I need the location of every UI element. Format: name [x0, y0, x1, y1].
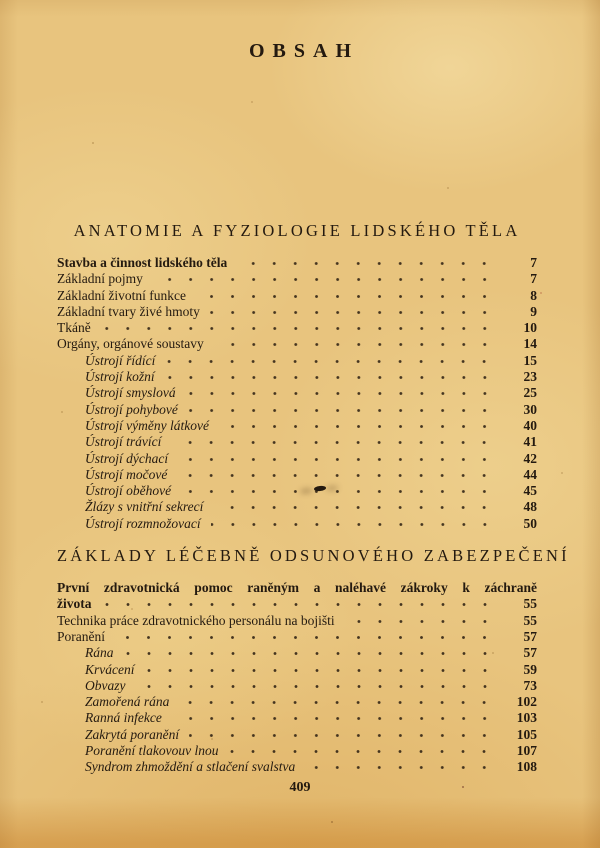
toc-entry: [57, 385, 537, 401]
dot-leader: [213, 506, 497, 511]
dot-leader: [210, 311, 497, 316]
dot-leader: [219, 425, 497, 430]
toc-entry-label: Poranění: [57, 628, 105, 644]
toc-entry: [57, 743, 537, 759]
toc-entry: [57, 499, 537, 515]
dot-leader: [305, 766, 497, 771]
toc-entry: [57, 710, 537, 726]
toc-entry-page: 14: [523, 336, 537, 352]
toc-entry-label: První zdravotnická pomoc raněným a naléhavé zákroky k záchraně: [57, 580, 537, 596]
toc-entry-page: 40: [523, 417, 537, 433]
toc-entry: [57, 255, 537, 271]
toc-entry: [57, 434, 537, 450]
toc-entry-label: Ústrojí trávící: [85, 434, 162, 450]
toc-entry: [57, 467, 537, 483]
dot-leader: [186, 392, 497, 397]
toc-entry-page: 7: [530, 271, 537, 287]
toc-entry: [57, 629, 537, 645]
toc-entry: [57, 304, 537, 320]
dot-leader: [178, 458, 497, 463]
toc-entry-page: 41: [523, 434, 537, 450]
dot-leader: [115, 636, 497, 641]
toc-entry: [57, 596, 537, 612]
toc-entry-label: Ústrojí rozmnožovací: [85, 515, 201, 531]
toc-entry-label: Ústrojí výměny látkové: [85, 417, 209, 433]
toc-entry: [57, 727, 537, 743]
toc-entry-page: 48: [523, 499, 537, 515]
toc-entry-page: 9: [530, 303, 537, 319]
toc-entry-page: 44: [523, 466, 537, 482]
toc-entry: [57, 662, 537, 678]
toc-entry: [57, 580, 537, 596]
toc-entry-label: Základní životní funkce: [57, 287, 186, 303]
toc-entry-page: 8: [530, 287, 537, 303]
toc-entry-label: Poranění tlakovouv lnou: [85, 743, 219, 759]
toc-entry-page: 25: [523, 385, 537, 401]
toc-entry-page: 108: [516, 759, 537, 775]
toc-entry-page: 42: [523, 450, 537, 466]
toc-entry: [57, 613, 537, 629]
dot-leader: [211, 523, 497, 528]
toc-entry-page: 102: [516, 694, 537, 710]
toc-entry-page: 50: [523, 515, 537, 531]
toc-entry: [57, 759, 537, 775]
dot-leader: [228, 750, 497, 755]
toc-entry: [57, 645, 537, 661]
toc-entry-label: Ústrojí oběhové: [85, 483, 172, 499]
dot-leader: [136, 685, 498, 690]
toc-entry: [57, 678, 537, 694]
table-of-contents: [57, 220, 570, 776]
toc-entry-page: 105: [516, 726, 537, 742]
toc-entry: [57, 369, 537, 385]
toc-entry: [57, 336, 537, 352]
section-heading: ANATOMIE A FYZIOLOGIE LIDSKÉHO TĚLA: [73, 221, 521, 240]
dot-leader: [102, 603, 498, 608]
dot-leader: [177, 474, 497, 479]
toc-entry-label: Zakrytá poranění: [85, 726, 180, 742]
toc-entry-label: Syndrom zhmoždění a stlačení svalstva: [85, 759, 296, 775]
toc-entry-label: Ústrojí močové: [85, 466, 168, 482]
toc-entry-label: Ústrojí řídící: [85, 352, 156, 368]
dot-leader: [153, 278, 497, 283]
dot-leader: [345, 620, 497, 625]
toc-entry-page: 55: [523, 612, 537, 628]
toc-entry-label: Stavba a činnost lidského těla: [57, 255, 228, 270]
toc-entry: [57, 418, 537, 434]
dot-leader: [189, 734, 497, 739]
toc-entry-page: 73: [523, 677, 537, 693]
dot-leader: [188, 409, 497, 414]
toc-entry-label: Orgány, orgánové soustavy: [57, 336, 204, 352]
toc-entry-page: 7: [530, 255, 537, 270]
toc-entry-label: Technika práce zdravotnického personálu na bojišti: [57, 612, 335, 628]
toc-entry-label: Ranná infekce: [85, 710, 162, 726]
toc-entry-page: 45: [523, 483, 537, 499]
dot-leader: [237, 262, 497, 267]
toc-entry-label: Ústrojí dýchací: [85, 450, 169, 466]
toc-entry-page: 23: [523, 369, 537, 385]
toc-entry-page: 15: [523, 352, 537, 368]
toc-entry-label: Obvazy: [85, 677, 126, 693]
dot-leader: [172, 717, 497, 722]
dot-leader: [145, 669, 498, 674]
paper-speckles: [0, 0, 2, 2]
toc-entry-label: Tkáně: [57, 320, 91, 336]
toc-entry: [57, 271, 537, 287]
toc-entry: [57, 320, 537, 336]
dot-leader: [179, 701, 497, 706]
toc-entry-page: 103: [516, 710, 537, 726]
toc-entry-label: života: [57, 596, 92, 612]
toc-entry-label: Zamořená rána: [85, 694, 170, 710]
page-number: 409: [289, 780, 311, 795]
toc-entry-page: 57: [523, 645, 537, 661]
dot-leader: [165, 376, 497, 381]
toc-entry-label: Ústrojí smyslová: [85, 385, 176, 401]
toc-entry: [57, 516, 537, 532]
toc-entry: [57, 694, 537, 710]
toc-entry: [57, 353, 537, 369]
dot-leader: [101, 327, 497, 332]
section-heading: ZÁKLADY LÉČEBNĚ ODSUNOVÉHO ZABEZPEČENÍ: [57, 546, 570, 566]
dot-leader: [171, 441, 497, 446]
toc-entry-page: 55: [523, 596, 537, 612]
dot-leader: [124, 652, 498, 657]
toc-entry-label: Krvácení: [85, 661, 135, 677]
toc-entry-page: 59: [523, 661, 537, 677]
dot-leader: [165, 360, 497, 365]
page-title: OBSAH: [248, 40, 360, 62]
dot-leader: [214, 343, 497, 348]
toc-entry-page: 57: [523, 628, 537, 644]
toc-entry-label: Rána: [85, 645, 114, 661]
toc-entry-page: 107: [516, 743, 537, 759]
dot-leader: [196, 295, 497, 300]
toc-entry-label: Žlázy s vnitřní sekrecí: [85, 499, 204, 515]
dot-leader: [181, 490, 497, 495]
toc-entry-label: Ústrojí pohybové: [85, 401, 178, 417]
toc-entry-page: 10: [523, 320, 537, 336]
toc-entry: [57, 402, 537, 418]
toc-entry-label: Základní pojmy: [57, 271, 143, 287]
toc-entry-label: Základní tvary živé hmoty: [57, 303, 200, 319]
toc-entry: [57, 288, 537, 304]
toc-entry-label: Ústrojí kožní: [85, 369, 155, 385]
toc-entry: [57, 483, 537, 499]
toc-entry: [57, 451, 537, 467]
toc-entry-page: 30: [523, 401, 537, 417]
